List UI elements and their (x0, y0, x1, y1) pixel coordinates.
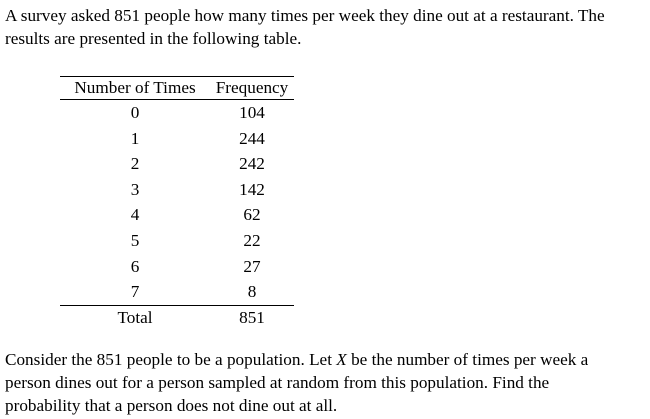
random-variable: X (336, 350, 347, 369)
table-header-row (60, 77, 294, 100)
total-row (60, 305, 294, 329)
times-cell: 5 (130, 230, 140, 250)
frequency-cell: 27 (243, 256, 261, 276)
frequency-table (60, 76, 294, 329)
table-row (60, 228, 294, 254)
total-value: 851 (210, 305, 294, 329)
intro-line-2: results are presented in the following table. (5, 29, 302, 48)
frequency-cell: 22 (243, 230, 261, 250)
frequency-cell: 142 (239, 179, 265, 199)
intro-paragraph (5, 4, 605, 50)
times-cell: 3 (130, 179, 140, 199)
frequency-cell: 242 (239, 154, 265, 174)
table-row (60, 254, 294, 280)
times-cell: 6 (130, 256, 140, 276)
question-text: Consider the 851 people to be a population. Let (5, 350, 337, 369)
question-line-3: probability that a person does not dine out at all. (5, 396, 338, 415)
header-frequency: Frequency (210, 77, 294, 100)
table-row (60, 151, 294, 177)
frequency-cell: 8 (247, 282, 257, 302)
total-label: Total (60, 305, 210, 329)
table-row (60, 202, 294, 228)
frequency-cell: 244 (239, 128, 265, 148)
frequency-cell: 62 (243, 205, 261, 225)
table-row (60, 100, 294, 126)
question-paragraph (5, 348, 588, 417)
times-cell: 4 (130, 205, 140, 225)
table-row (60, 279, 294, 305)
table-row (60, 177, 294, 203)
header-number-of-times: Number of Times (60, 77, 210, 100)
times-cell: 2 (130, 154, 140, 174)
times-cell: 7 (130, 282, 140, 302)
question-line-2: person dines out for a person sampled at random from this population. Find the (5, 373, 550, 392)
times-cell: 0 (130, 103, 140, 122)
table-row (60, 126, 294, 152)
question-line-1 (5, 348, 588, 371)
question-text: be the number of times per week a (346, 350, 589, 369)
times-cell: 1 (130, 128, 140, 148)
frequency-cell: 104 (239, 103, 265, 122)
intro-line-1: A survey asked 851 people how many times per week they dine out at a restaurant. The (5, 6, 605, 25)
